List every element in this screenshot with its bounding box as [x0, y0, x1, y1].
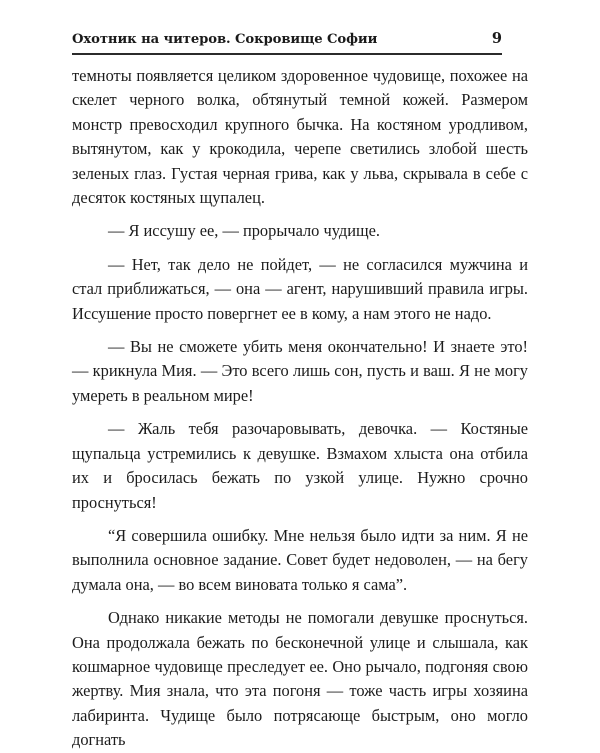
paragraph: “Я совершила ошибку. Мне нельзя было идти за ним. Я не выполнила основное задание. Совет будет недоволен, — на бегу думала она, — во всем виновата только я сама”.: [72, 525, 528, 594]
paragraph: — Я иссушу ее, — прорычало чудище.: [108, 221, 380, 241]
paragraph: темноты появляется целиком здоровенное чудовище, похожее на скелет черного волка, обтянутый темной кожей. Размером монстр превосходил крупного бычка. На костяном уродливом, вытянутом, как у крокодила, черепе светились злобой шесть зеленых глаз. Густая черная грива, как у льва, скрывала в себе с десяток костяных щупалец.: [72, 66, 528, 208]
paragraph: — Вы не сможете убить меня окончательно! И знаете это! — крикнула Мия. — Это всего лишь сон, пусть и ваш. Я не могу умереть в реальном мире!: [72, 337, 528, 405]
running-head-rule: [72, 53, 502, 55]
page-number: 9: [491, 30, 502, 47]
paragraph: Однако никакие методы не помогали девушке проснуться. Она продолжала бежать по бесконечной улице и слышала, как кошмарное чудовище преследует ее. Оно рычало, подгоняя свою жертву. Мия знала, что эта погоня — тоже часть игры хозяина лабиринта. Чудище было потрясающе быстрым, оно могло догнать: [72, 608, 528, 750]
running-head: [72, 30, 502, 47]
body-text-block: [72, 64, 528, 753]
paragraph: — Жаль тебя разочаровывать, девочка. — Костяные щупальца устремились к девушке. Взмахом хлыста она отбила их и бросилась бежать по узкой улице. Нужно срочно проснуться!: [72, 419, 528, 512]
paragraph: — Нет, так дело не пойдет, — не согласился мужчина и стал приближаться, — она — агент, нарушивший правила игры. Иссушение просто повергнет ее в кому, а нам этого не надо.: [72, 254, 528, 323]
running-head-title: Охотник на читеров. Сокровище Софии: [72, 32, 378, 47]
